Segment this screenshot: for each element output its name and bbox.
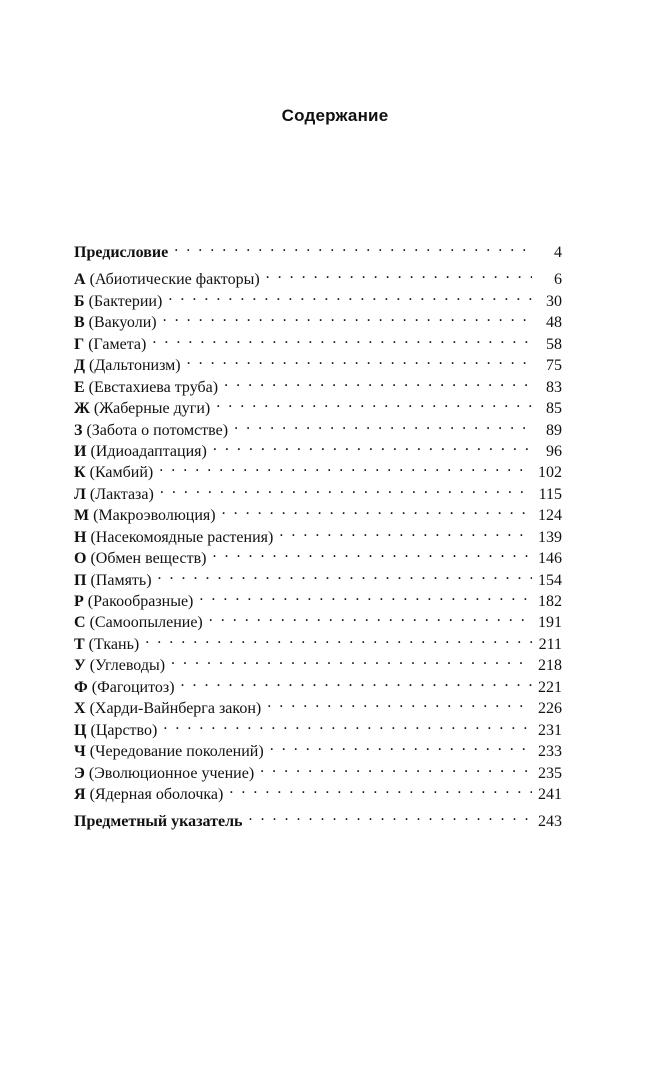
- toc-entry-page: 75: [546, 357, 562, 375]
- toc-entry-term: (Насекомоядные растения): [90, 528, 274, 546]
- toc-entry-term: (Самоопыление): [89, 614, 203, 632]
- toc-leader: [279, 521, 532, 542]
- toc-entry-term: (Абиотические факторы): [89, 271, 260, 289]
- toc-row[interactable]: [74, 628, 562, 653]
- toc-entry-term: (Харди-Вайнберга закон): [89, 700, 262, 718]
- toc-entry-page: 211: [538, 635, 562, 653]
- toc-leader: [163, 714, 532, 735]
- toc-leader: [158, 564, 532, 585]
- toc-entry-letter: Э: [74, 764, 85, 782]
- toc-entry-page: 235: [538, 764, 562, 782]
- toc-leader: [159, 456, 532, 477]
- toc-entry-letter: В: [74, 314, 85, 332]
- toc-leader: [152, 328, 532, 349]
- toc-entry-letter: Е: [74, 378, 85, 396]
- toc-entry-term: (Макроэволюция): [93, 507, 216, 525]
- toc-row[interactable]: [74, 263, 562, 289]
- toc-leader: [216, 392, 532, 413]
- toc-entry-page: 233: [538, 743, 562, 761]
- toc-entry-term: (Царство): [90, 721, 158, 739]
- toc-entry-letter: Т: [74, 635, 85, 653]
- toc-entry-page: 124: [538, 507, 562, 525]
- toc-entry-letter: Г: [74, 335, 85, 353]
- toc-leader: [187, 349, 532, 370]
- toc-entry-page: 231: [538, 721, 562, 739]
- toc-entry-letter: С: [74, 614, 86, 632]
- toc-entry-letter: Д: [74, 357, 86, 375]
- toc-entry-letter: Б: [74, 292, 85, 310]
- toc-entry-letter: Я: [74, 785, 86, 803]
- toc-entry-letter: Ц: [74, 721, 87, 739]
- toc-index-label: Предметный указатель: [74, 813, 243, 831]
- toc-entry-term: (Чередование поколений): [89, 743, 264, 761]
- toc-entry-term: (Вакуоли): [88, 314, 157, 332]
- toc-entry-letter: У: [74, 657, 86, 675]
- toc-entry-letter: Н: [74, 528, 87, 546]
- toc-entry-page: 154: [538, 571, 562, 589]
- toc-entry-term: (Углеводы): [89, 657, 166, 675]
- toc-entry-page: 83: [546, 378, 562, 396]
- toc-entry-page: 85: [546, 400, 562, 418]
- toc-entry-page: 48: [546, 314, 562, 332]
- page-title: Содержание: [281, 106, 389, 125]
- toc-entry-page: 58: [546, 335, 562, 353]
- toc-entry-page: 191: [538, 614, 562, 632]
- toc-leader: [174, 236, 532, 257]
- toc-entry-letter: Р: [74, 593, 84, 610]
- toc-leader: [171, 649, 532, 670]
- toc-entry-letter: Л: [74, 485, 86, 503]
- toc-entry-page: 241: [538, 785, 562, 803]
- toc-leader: [145, 628, 532, 649]
- toc-leader: [229, 778, 532, 799]
- toc-entry-letter: И: [74, 442, 87, 460]
- toc-leader: [260, 757, 532, 778]
- toc-entry-term: (Лактаза): [89, 485, 154, 503]
- toc-entry-letter: П: [74, 571, 87, 589]
- toc-leader: [168, 285, 532, 306]
- toc-entry-letter: З: [74, 421, 83, 439]
- toc-entry-term: (Эволюционное учение): [88, 764, 255, 782]
- toc-entry-letter: Ж: [74, 400, 90, 418]
- toc-leader: [163, 306, 532, 327]
- toc-entry-letter: М: [74, 507, 90, 525]
- toc-entry-term: (Ткань): [88, 635, 140, 653]
- toc-entry-page: 89: [546, 421, 562, 439]
- toc-entry-page: 218: [538, 657, 562, 675]
- toc-preface-page: 4: [554, 244, 562, 261]
- toc-leader: [181, 671, 532, 692]
- toc-preface-label: Предисловие: [74, 244, 169, 261]
- toc-row[interactable]: [74, 649, 562, 675]
- toc-entry-page: 182: [538, 593, 562, 610]
- toc-entry-letter: Ф: [74, 678, 88, 696]
- toc-leader: [213, 435, 532, 456]
- toc-entry-term: (Бактерии): [88, 292, 163, 310]
- toc-entry-term: (Обмен веществ): [90, 550, 207, 568]
- toc-leader: [222, 499, 532, 520]
- toc-entry-term: (Идиоадаптация): [90, 442, 207, 460]
- toc-entry-letter: К: [74, 464, 86, 482]
- toc-entry-page: 146: [538, 550, 562, 568]
- toc-leader: [160, 478, 532, 499]
- toc-entry-page: 30: [546, 292, 562, 310]
- toc-leader: [199, 585, 532, 606]
- toc-entry-page: 226: [538, 700, 562, 718]
- toc-entry-page: 102: [538, 464, 562, 482]
- toc-entry-term: (Дальтонизм): [89, 357, 181, 375]
- toc-entry-term: (Память): [90, 571, 152, 589]
- toc-entry-page: 221: [538, 678, 562, 696]
- toc-entry-term: (Фагоцитоз): [91, 678, 175, 696]
- toc-leader: [249, 805, 532, 826]
- table-of-contents: [74, 236, 562, 831]
- toc-entry-term: (Евстахиева труба): [88, 378, 219, 396]
- toc-row-preface[interactable]: [74, 236, 562, 261]
- toc-entry-term: (Забота о потомстве): [86, 421, 229, 439]
- toc-row-index[interactable]: [74, 805, 562, 831]
- toc-leader: [234, 414, 532, 435]
- toc-entry-letter: Х: [74, 700, 86, 718]
- toc-entry-term: (Жаберные дуги): [93, 400, 211, 418]
- toc-index-page: 243: [538, 813, 562, 831]
- toc-entry-term: (Камбий): [89, 464, 154, 482]
- toc-leader: [267, 692, 532, 713]
- toc-entry-page: 139: [538, 528, 562, 546]
- toc-entry-page: 96: [546, 442, 562, 460]
- toc-entry-letter: О: [74, 550, 87, 568]
- toc-entries: [74, 263, 562, 803]
- toc-entry-term: (Гамета): [88, 335, 147, 353]
- toc-entry-page: 115: [538, 485, 562, 503]
- toc-leader: [266, 263, 532, 284]
- toc-entry-term: (Ядерная оболочка): [89, 785, 224, 803]
- toc-leader: [212, 542, 532, 563]
- toc-leader: [270, 735, 532, 756]
- toc-entry-letter: Ч: [74, 743, 86, 761]
- toc-entry-letter: А: [74, 271, 86, 289]
- toc-entry-term: (Ракообразные): [87, 593, 194, 610]
- toc-row[interactable]: [74, 349, 562, 375]
- toc-leader: [224, 371, 532, 392]
- toc-leader: [209, 606, 532, 627]
- toc-entry-page: 6: [554, 271, 562, 289]
